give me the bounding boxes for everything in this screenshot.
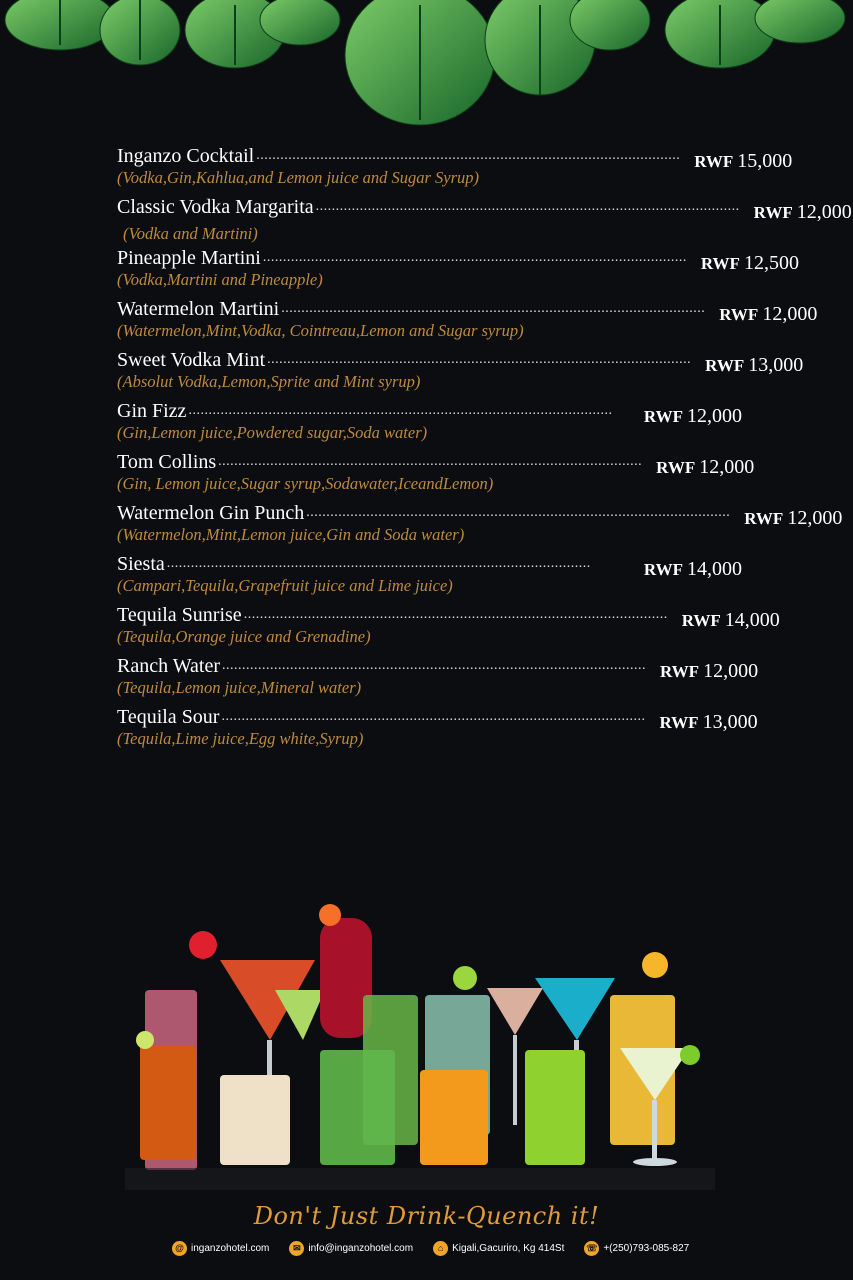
tagline: Don't Just Drink-Quench it!	[253, 1202, 600, 1230]
item-name: Pineapple Martini	[117, 247, 261, 269]
item-price	[626, 404, 742, 429]
item-description: (Vodka,Gin,Kahlua,and Lemon juice and Sugar Syrup)	[117, 168, 480, 187]
item-description: (Watermelon,Mint,Lemon juice,Gin and Soda water)	[117, 525, 465, 544]
item-description: (Tequila,Lime juice,Egg white,Syrup)	[117, 729, 364, 748]
email-text: info@inganzohotel.com	[308, 1242, 414, 1254]
item-description: (Gin,Lemon juice,Powdered sugar,Soda water)	[117, 423, 428, 442]
item-price	[705, 353, 803, 378]
item-name: Tequila Sunrise	[117, 604, 242, 626]
currency: RWF	[700, 254, 740, 273]
email-contact[interactable]	[289, 1241, 413, 1256]
price-value: 12,000	[687, 405, 742, 427]
website-contact[interactable]	[172, 1241, 269, 1256]
menu-item	[117, 599, 780, 650]
phone-icon: ☏	[584, 1241, 599, 1256]
item-description: (Watermelon,Mint,Vodka, Cointreau,Lemon and Sugar syrup)	[117, 321, 524, 340]
address-text: Kigali,Gacuriro, Kg 414St	[452, 1242, 565, 1254]
menu-item	[117, 548, 742, 599]
leader-dots: ..........................................................................................................	[221, 709, 646, 724]
price-value: 12,000	[796, 201, 852, 223]
menu-item	[117, 395, 742, 446]
currency: RWF	[753, 203, 793, 222]
item-price	[682, 608, 780, 633]
item-description: (Campari,Tequila,Grapefruit juice and Lime juice)	[117, 576, 453, 595]
currency: RWF	[681, 611, 721, 630]
item-price	[659, 710, 757, 735]
currency: RWF	[643, 560, 683, 579]
currency: RWF	[643, 407, 683, 426]
menu-item	[117, 446, 755, 497]
currency: RWF	[656, 458, 696, 477]
price-value: 14,000	[687, 558, 742, 580]
currency: RWF	[659, 713, 699, 732]
item-name: Watermelon Gin Punch	[117, 502, 305, 524]
menu-item	[117, 242, 799, 293]
item-name: Inganzo Cocktail	[117, 145, 255, 167]
menu-item	[117, 650, 759, 701]
address-contact	[433, 1241, 564, 1256]
price-value: 12,500	[743, 252, 799, 274]
currency: RWF	[705, 356, 745, 375]
leaf-decoration	[0, 0, 853, 135]
price-value: 12,000	[787, 507, 843, 529]
price-value: 13,000	[748, 354, 804, 376]
home-icon: ⌂	[433, 1241, 448, 1256]
leader-dots: ..........................................................................................................	[166, 556, 591, 571]
item-name: Ranch Water	[117, 655, 220, 677]
menu-item	[117, 701, 758, 752]
item-price	[701, 251, 799, 276]
item-price	[754, 200, 852, 225]
menu-item	[117, 191, 852, 243]
cocktail-glasses-illustration	[125, 900, 715, 1190]
price-value: 14,000	[724, 609, 780, 631]
web-icon: @	[172, 1241, 187, 1256]
price-value: 12,000	[703, 660, 759, 682]
leader-dots: ..........................................................................................................	[262, 250, 687, 265]
item-description: (Gin, Lemon juice,Sugar syrup,Sodawater,IceandLemon)	[117, 474, 494, 493]
leader-dots: ..........................................................................................................	[221, 658, 646, 673]
item-price	[694, 149, 792, 174]
currency: RWF	[744, 509, 784, 528]
website-text: inganzohotel.com	[191, 1242, 270, 1254]
leader-dots: ..........................................................................................................	[306, 505, 731, 520]
item-name: Tom Collins	[117, 451, 217, 473]
leader-dots: ..........................................................................................................	[243, 607, 668, 622]
menu-item	[117, 293, 818, 344]
item-description: (Tequila,Lemon juice,Mineral water)	[117, 678, 362, 697]
item-price	[744, 506, 842, 531]
item-description: (Tequila,Orange juice and Grenadine)	[117, 627, 371, 646]
contact-footer	[172, 1237, 692, 1259]
menu-item	[117, 344, 804, 395]
price-value: 15,000	[737, 150, 793, 172]
phone-contact[interactable]	[584, 1241, 689, 1256]
menu-item	[117, 497, 843, 548]
cocktail-menu	[117, 140, 852, 752]
leader-dots: ..........................................................................................................	[188, 403, 613, 418]
mail-icon: ✉	[289, 1241, 304, 1256]
currency: RWF	[719, 305, 759, 324]
item-name: Watermelon Martini	[117, 298, 280, 320]
item-description: (Vodka,Martini and Pineapple)	[117, 270, 323, 289]
leader-dots: ..........................................................................................................	[281, 301, 706, 316]
item-name: Gin Fizz	[117, 400, 187, 422]
price-value: 12,000	[699, 456, 755, 478]
phone-text: +(250)793-085-827	[603, 1242, 690, 1254]
item-price	[719, 302, 817, 327]
currency: RWF	[659, 662, 700, 681]
leader-dots: ..........................................................................................................	[218, 454, 643, 469]
item-description: (Vodka and Martini)	[123, 224, 258, 243]
currency: RWF	[694, 152, 734, 171]
item-price	[660, 659, 758, 684]
menu-item	[117, 140, 793, 191]
item-name: Classic Vodka Margarita	[117, 196, 314, 218]
leader-dots: ..........................................................................................................	[256, 148, 681, 163]
leader-dots: ..........................................................................................................	[315, 199, 740, 214]
item-description: (Absolut Vodka,Lemon,Sprite and Mint syrup)	[117, 372, 421, 391]
item-price	[656, 455, 754, 480]
item-name: Sweet Vodka Mint	[117, 349, 266, 371]
price-value: 12,000	[762, 303, 818, 325]
item-name: Siesta	[117, 553, 165, 575]
item-price	[625, 557, 742, 582]
leader-dots: ..........................................................................................................	[267, 352, 692, 367]
price-value: 13,000	[702, 711, 758, 733]
item-name: Tequila Sour	[117, 706, 220, 728]
